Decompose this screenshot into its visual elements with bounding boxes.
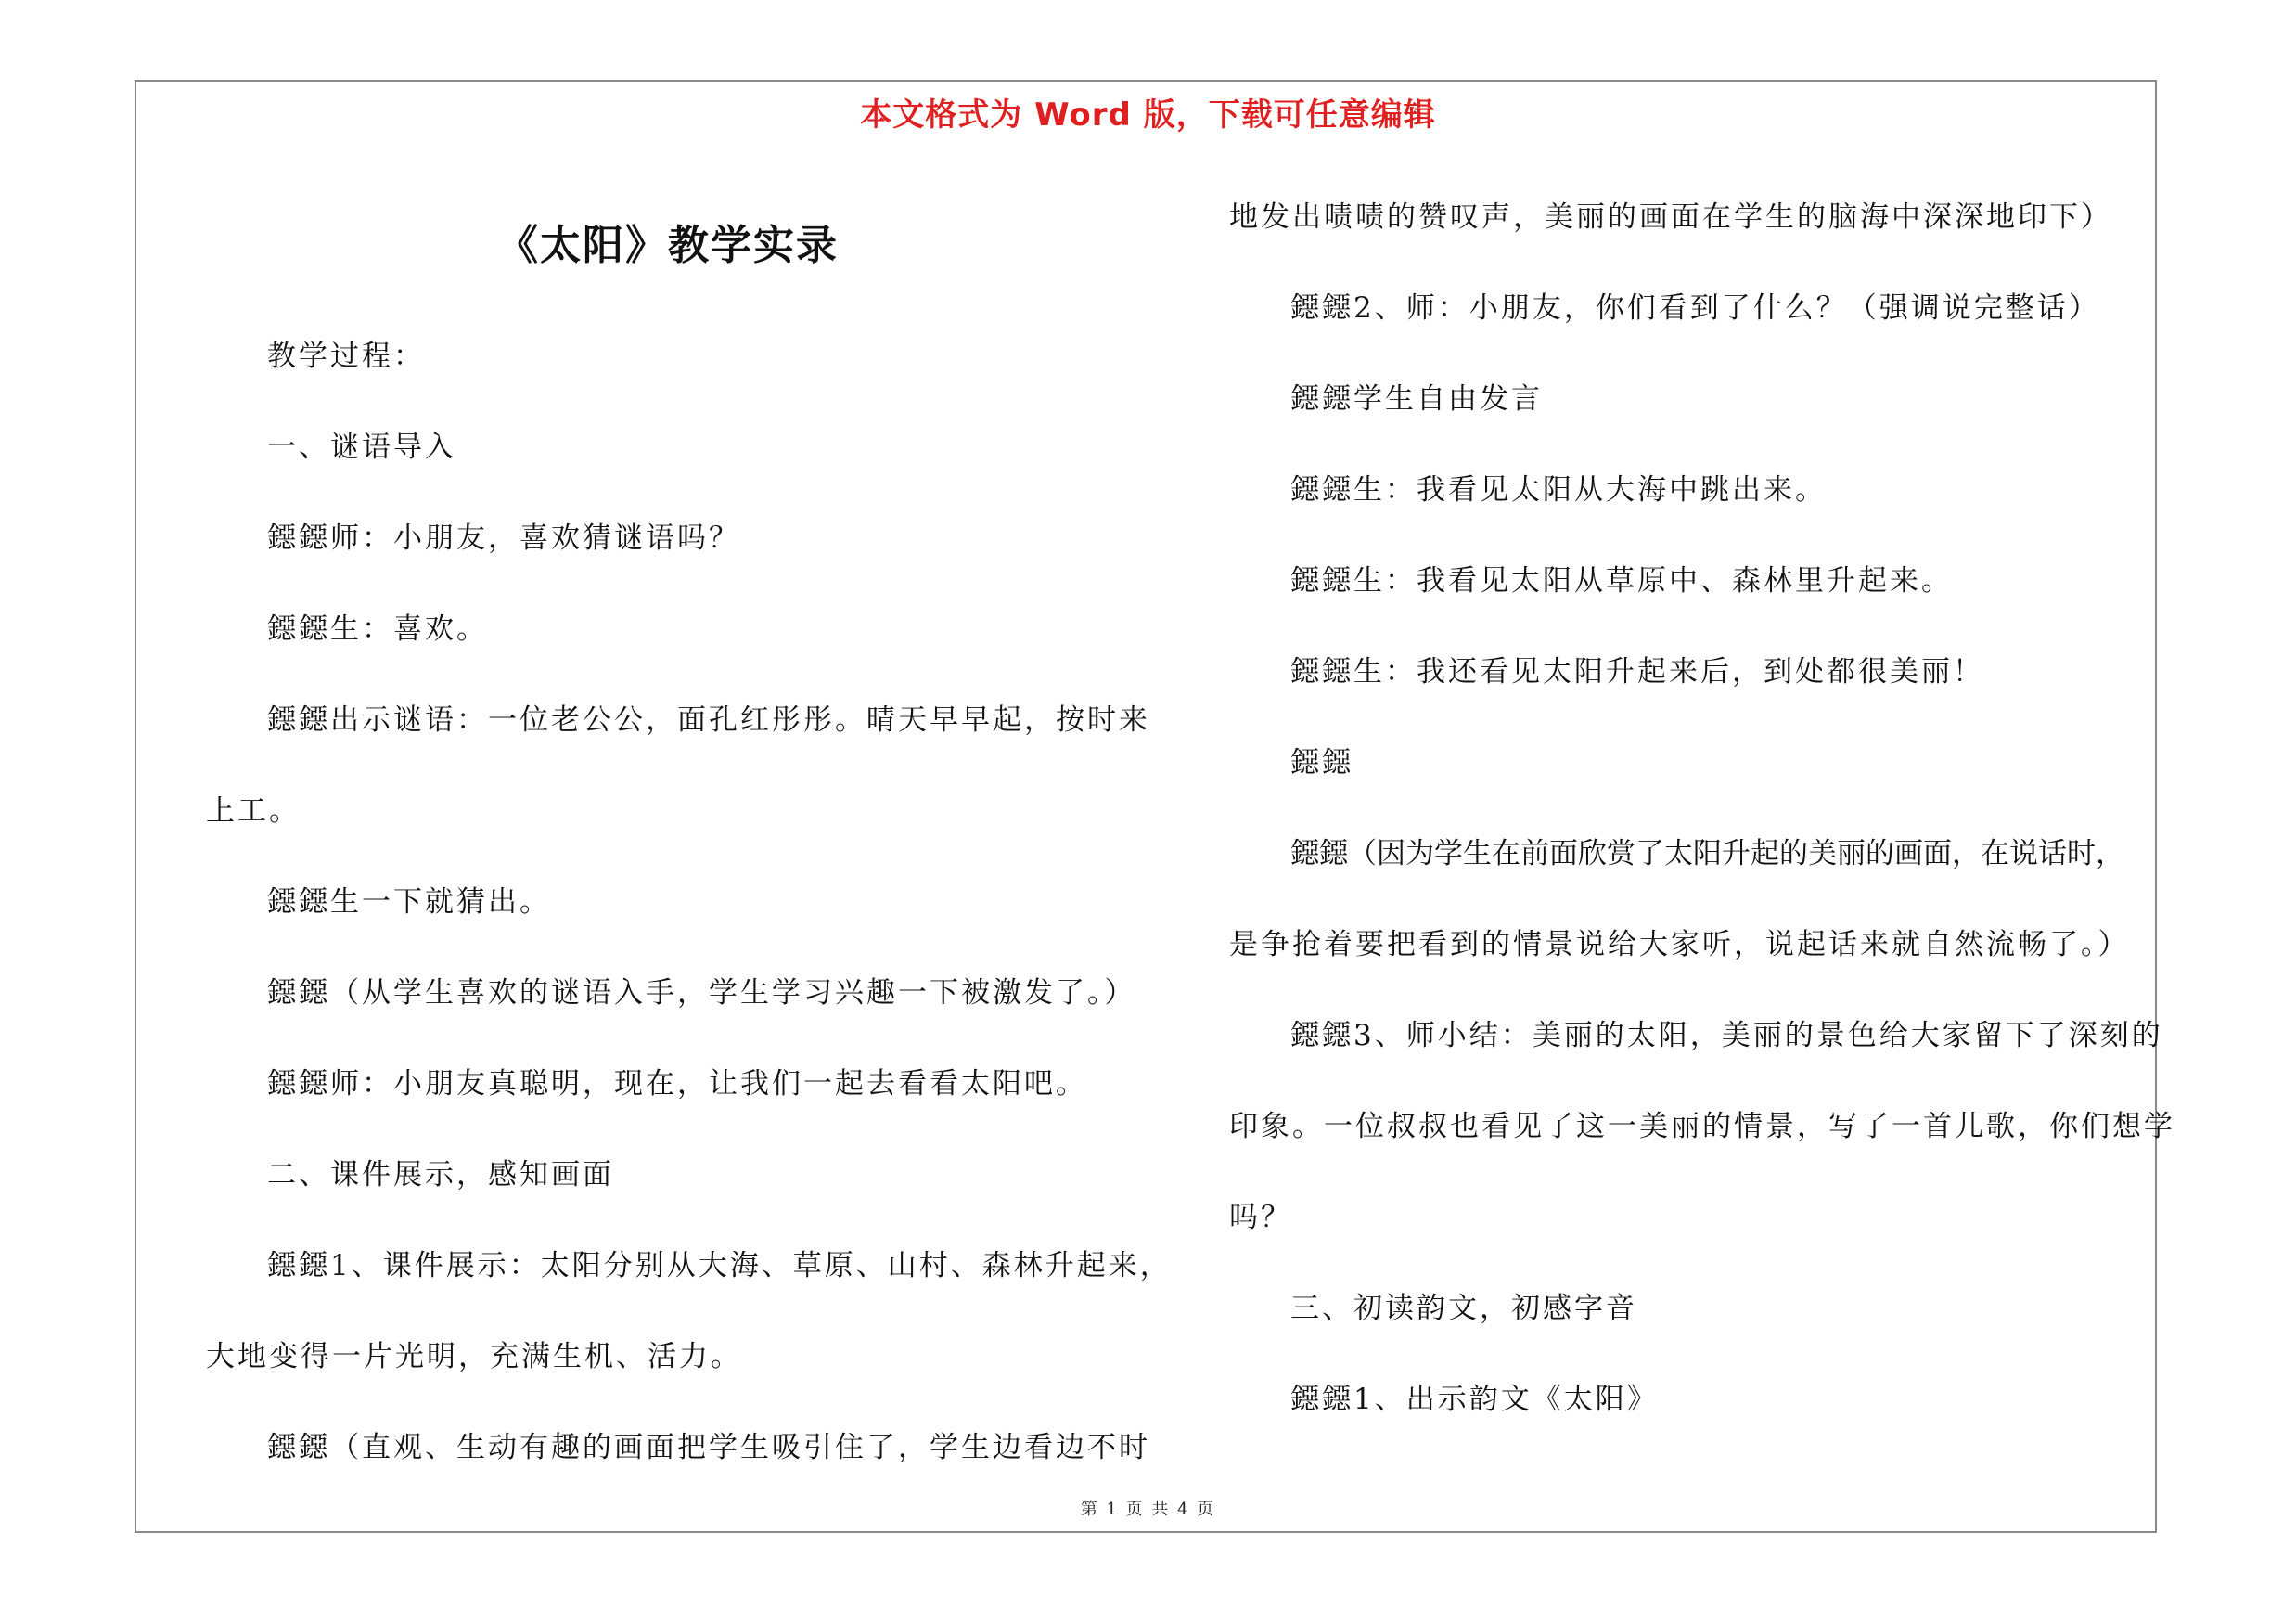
paragraph-line: 鐚鐚生：我看见太阳从草原中、森林里升起来。 [1290, 564, 1953, 598]
paragraph-line: 是争抢着要把看到的情景说给大家听，说起话来就自然流畅了。） [1229, 928, 2130, 961]
paragraph-line: 地发出啧啧的赞叹声，美丽的画面在学生的脑海中深深地印下） [1229, 200, 2112, 234]
paragraph-line: 鐚鐚生：我看见太阳从大海中跳出来。 [1290, 473, 1827, 507]
paragraph-line: 鐚鐚生：我还看见太阳升起来后，到处都很美丽！ [1290, 655, 1984, 689]
paragraph-line: 鐚鐚出示谜语：一位老公公，面孔红彤彤。晴天早早起，按时来 [267, 703, 1150, 737]
paragraph-line: 鐚鐚生：喜欢。 [267, 612, 488, 646]
document-title: 《太阳》教学实录 [497, 222, 839, 269]
paragraph-line: 鐚鐚1、课件展示：太阳分别从大海、草原、山村、森林升起来， [267, 1249, 1172, 1282]
paragraph-line: 鐚鐚师：小朋友真聪明，现在，让我们一起去看看太阳吧。 [267, 1067, 1087, 1101]
paragraph-line: 鐚鐚1、出示韵文《太阳》 [1290, 1383, 1659, 1416]
section-heading: 三、初读韵文，初感字音 [1290, 1292, 1637, 1325]
paragraph-line: 鐚鐚生一下就猜出。 [267, 885, 551, 919]
section-heading: 一、谜语导入 [267, 431, 456, 464]
paragraph-line: 吗？ [1229, 1201, 1292, 1234]
paragraph-line: 鐚鐚 [1290, 746, 1353, 779]
paragraph-line: 鐚鐚3、师小结：美丽的太阳，美丽的景色给大家留下了深刻的 [1290, 1019, 2163, 1052]
paragraph-line: 大地变得一片光明，充满生机、活力。 [206, 1340, 742, 1373]
paragraph-line: 鐚鐚学生自由发言 [1290, 382, 1543, 416]
paragraph-line: 教学过程： [267, 340, 425, 373]
edit-notice-banner: 本文格式为 Word 版，下载可任意编辑 [860, 97, 1436, 134]
paragraph-line: 鐚鐚（因为学生在前面欣赏了太阳升起的美丽的画面，在说话时， [1290, 837, 2124, 870]
paragraph-line: 鐚鐚（直观、生动有趣的画面把学生吸引住了，学生边看边不时 [267, 1431, 1150, 1464]
paragraph-line: 鐚鐚师：小朋友，喜欢猜谜语吗？ [267, 522, 740, 555]
section-heading: 二、课件展示，感知画面 [267, 1158, 614, 1191]
paragraph-line: 印象。一位叔叔也看见了这一美丽的情景，写了一首儿歌，你们想学 [1229, 1110, 2175, 1143]
paragraph-line: 鐚鐚（从学生喜欢的谜语入手，学生学习兴趣一下被激发了。） [267, 976, 1136, 1010]
page-number-footer: 第 1 页 共 4 页 [1080, 1500, 1216, 1519]
paragraph-line: 鐚鐚2、师：小朋友，你们看到了什么？（强调说完整话） [1290, 291, 2100, 325]
paragraph-line: 上工。 [206, 794, 301, 828]
